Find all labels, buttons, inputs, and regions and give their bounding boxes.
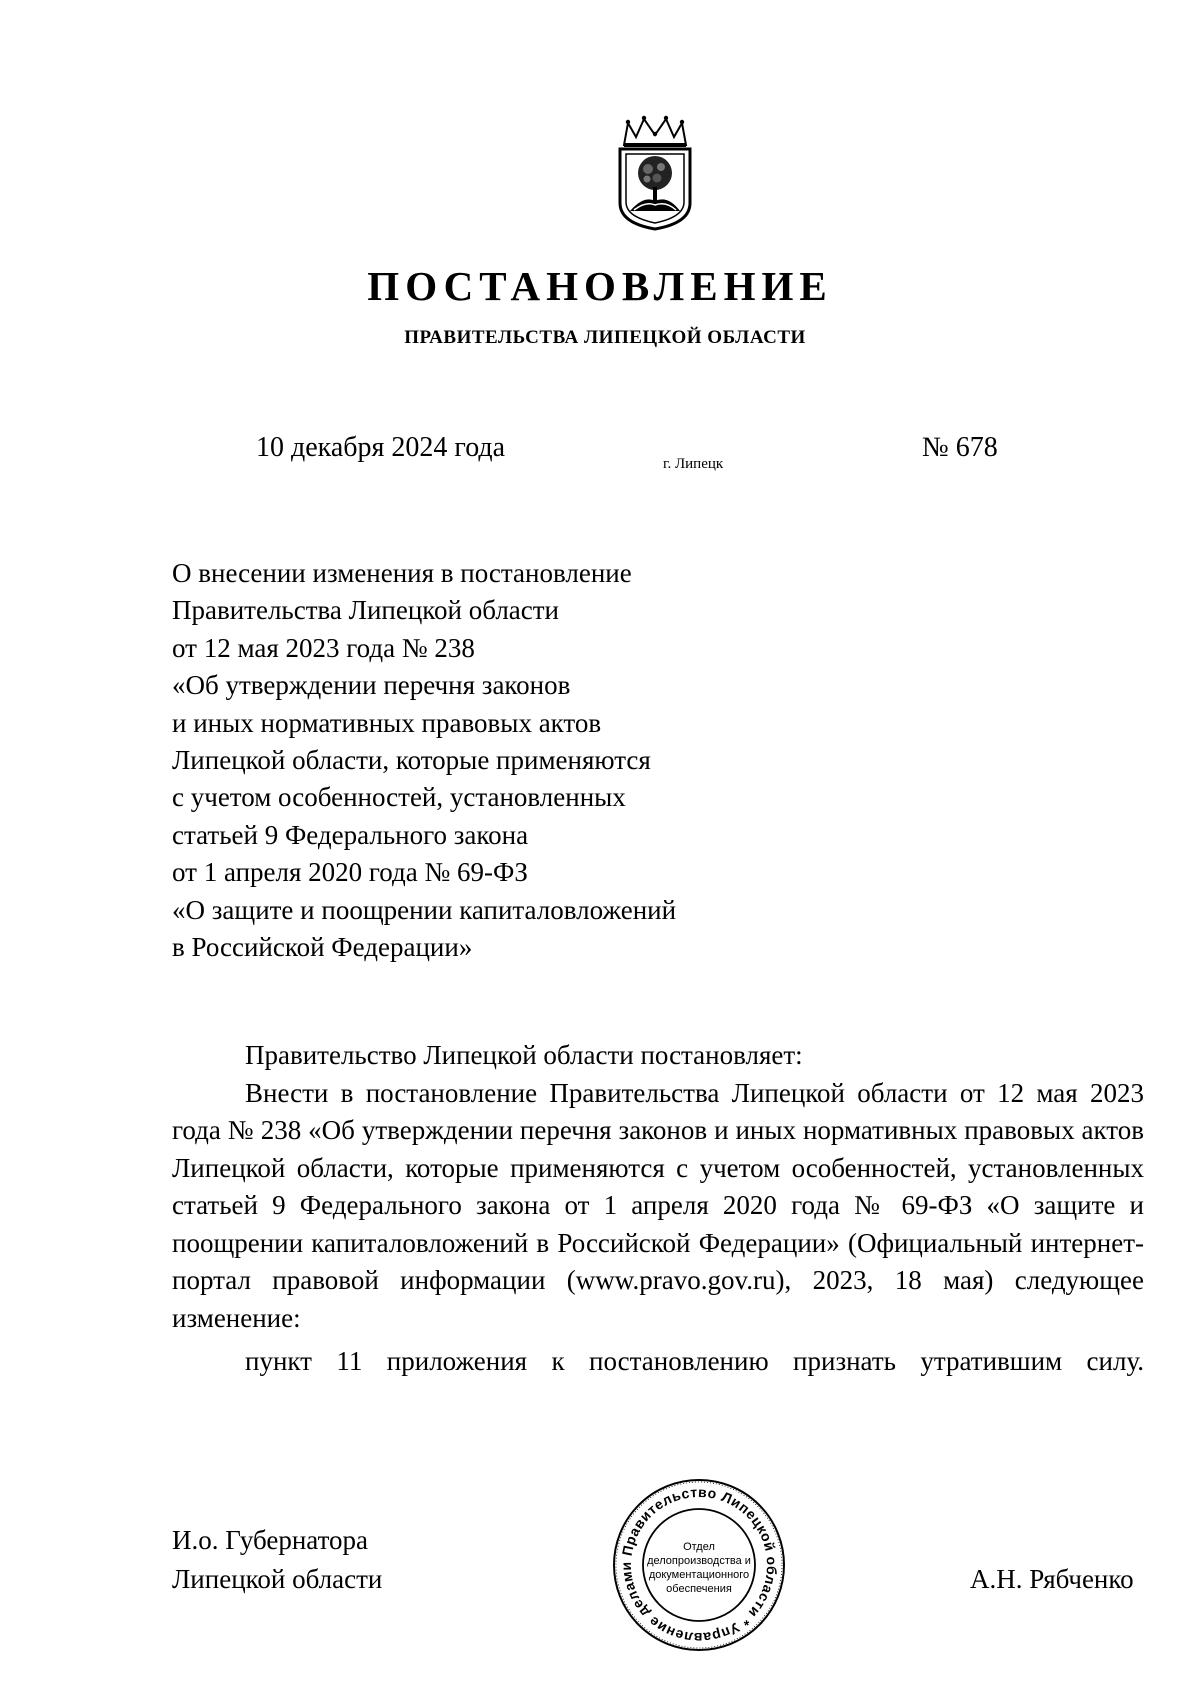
document-body [172,1037,1144,1381]
main-paragraph: Внести в постановление Правительства Липецкой области от 12 мая 2023 года № 238 «Об утверждении перечня законов и иных нормативных правовых актов Липецкой области, которые применяются с учетом особенностей, установленных статьей 9 Федерального закона от 1 апреля 2020 года № 69-ФЗ «О защите и поощрении капиталовложений в Российской Федерации» (Официальный интернет-портал правовой информации (www.pravo.gov.ru), 2023, 18 мая) следующее изменение: [172,1077,1144,1333]
preamble: Правительство Липецкой области постановляет: [245,1040,803,1070]
subject-line: О внесении изменения в постановление [172,558,632,588]
document-subject [172,555,792,966]
signer-position-line: И.о. Губернатора [172,1525,369,1555]
document-number: № 678 [922,432,998,463]
signer-position-line: Липецкой области [172,1564,383,1594]
subject-line: от 1 апреля 2020 года № 69-ФЗ [172,857,528,888]
issuing-authority: ПРАВИТЕЛЬСТВА ЛИПЕЦКОЙ ОБЛАСТИ [404,327,806,348]
stamp-center-line: делопроизводства и [647,1555,751,1567]
subject-line: и иных нормативных правовых актов [172,707,602,738]
change-paragraph: пункт 11 приложения к постановлению признать утратившим силу. [245,1346,1144,1376]
signer-position [172,1521,382,1599]
official-stamp-icon [611,1477,787,1653]
document-date: 10 декабря 2024 года [256,432,506,463]
subject-line: Правительства Липецкой области [172,595,560,626]
coat-of-arms-icon [614,115,696,233]
stamp-ring-text: Правительство Липецкой области * Управление делами [617,1483,781,1647]
subject-line: «Об утверждении перечня законов [172,670,571,701]
subject-line: статьей 9 Федерального закона [172,819,529,850]
signer-name: А.Н. Рябченко [970,1564,1134,1594]
stamp-center-line: обеспечения [666,1583,732,1595]
document-city: г. Липецк [663,456,724,472]
subject-line: Липецкой области, которые применяются [172,745,651,776]
subject-line: в Российской Федерации» [172,932,473,963]
stamp-center-line: Отдел [683,1541,715,1553]
subject-line: от 12 мая 2023 года № 238 [172,632,475,663]
stamp-center-line: документационного [648,1569,750,1581]
subject-line: с учетом особенностей, установленных [172,782,626,813]
subject-line: «О защите и поощрении капиталовложений [172,894,677,925]
document-type-title: ПОСТАНОВЛЕНИЕ [367,263,833,309]
